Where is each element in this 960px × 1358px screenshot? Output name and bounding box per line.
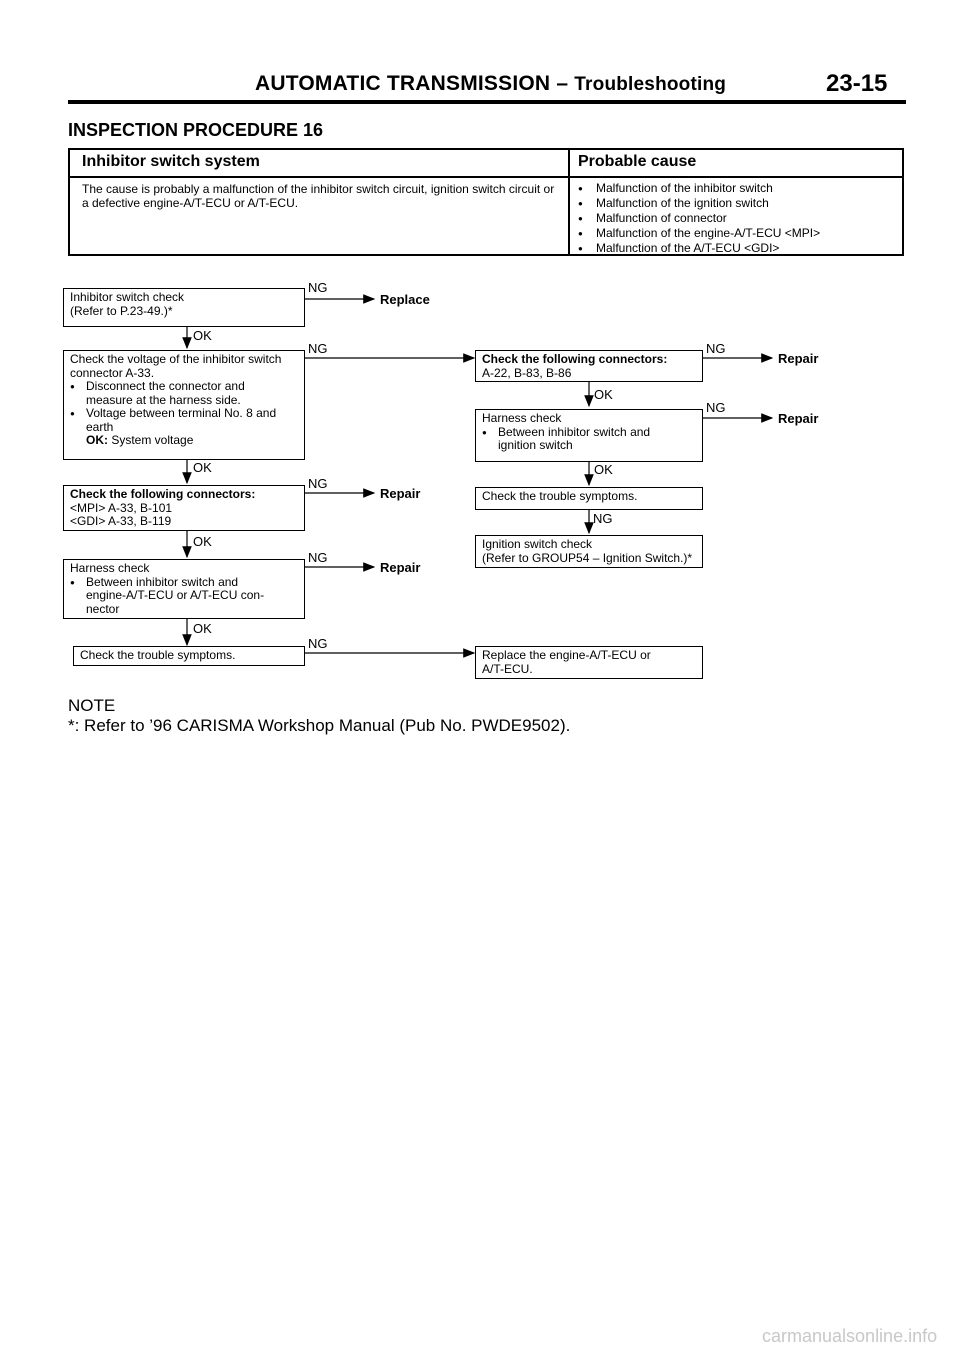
procedure-title: INSPECTION PROCEDURE 16 <box>68 120 324 140</box>
repair-action: Repair <box>778 411 819 426</box>
harness-check-right-box <box>475 409 703 462</box>
repair-action: Repair <box>380 560 421 575</box>
connectors-check-title: Check the following connectors: <box>70 487 256 501</box>
trouble-symptoms-left-box <box>73 646 305 666</box>
cause-item: ● Malfunction of the A/T-ECU <GDI> <box>578 241 820 256</box>
connectors-check-mpi: <MPI> A-33, B-101 <box>70 500 173 515</box>
ng-label: NG <box>308 280 328 295</box>
harness-check-item-cont: engine-A/T-ECU or A/T-ECU con- <box>86 588 265 602</box>
connectors-check-box <box>63 485 305 531</box>
ng-label: NG <box>593 511 613 526</box>
ignition-switch-check-box <box>475 535 703 568</box>
connectors-check-gdi: <GDI> A-33, B-119 <box>70 514 172 528</box>
voltage-check-step-cont: measure at the harness side. <box>86 392 241 407</box>
replace-ecu-box <box>475 646 703 679</box>
ok-label: OK <box>193 534 212 549</box>
replace-ecu-line1: Replace the engine-A/T-ECU or <box>482 648 651 662</box>
probable-cause-heading: Probable cause <box>578 153 697 170</box>
cause-item: ● Malfunction of connector <box>578 211 820 226</box>
trouble-symptoms-right-box <box>475 487 703 510</box>
ng-label: NG <box>706 400 726 415</box>
note-heading: NOTE <box>68 696 116 715</box>
ng-label: NG <box>308 341 328 356</box>
trouble-symptoms-right-text: Check the trouble symptoms. <box>482 489 638 503</box>
trouble-symptoms-left-text: Check the trouble symptoms. <box>80 648 236 662</box>
title-dash: – <box>556 72 569 95</box>
replace-action: Replace <box>380 292 430 307</box>
ok-label: OK <box>594 387 613 402</box>
harness-check-left-box <box>63 559 305 619</box>
ok-criteria-label: OK: <box>86 433 108 447</box>
section-title-main: AUTOMATIC TRANSMISSION <box>255 72 551 95</box>
ng-label: NG <box>308 636 328 651</box>
ng-label: NG <box>308 476 328 491</box>
cause-item: ● Malfunction of the ignition switch <box>578 196 820 211</box>
ng-label: NG <box>308 550 328 565</box>
ok-criteria-value: System voltage <box>111 433 194 447</box>
symptom-heading: Inhibitor switch system <box>82 153 260 170</box>
inhibitor-check-title: Inhibitor switch check <box>70 290 185 304</box>
cause-item: ● Malfunction of the inhibitor switch <box>578 181 820 196</box>
ok-label: OK <box>193 621 212 636</box>
voltage-check-box <box>63 350 305 460</box>
repair-action: Repair <box>778 351 819 366</box>
voltage-check-title: Check the voltage of the inhibitor switch <box>70 352 282 366</box>
harness-check-item-cont: nector <box>86 601 120 616</box>
section-subtitle: Troubleshooting <box>574 74 727 95</box>
repair-action: Repair <box>380 486 421 501</box>
ng-label: NG <box>706 341 726 356</box>
connectors-right-list: A-22, B-83, B-86 <box>482 365 572 380</box>
harness-check-title: Harness check <box>70 561 150 575</box>
voltage-check-step-cont: earth <box>86 419 114 434</box>
ok-label: OK <box>193 460 212 475</box>
replace-ecu-line2: A/T-ECU. <box>482 661 533 676</box>
voltage-check-step: ● Voltage between terminal No. 8 and <box>70 407 298 421</box>
connectors-right-title: Check the following connectors: <box>482 352 668 366</box>
page-number: 23-15 <box>826 70 888 97</box>
note-text: *: Refer to ’96 CARISMA Workshop Manual (Pub No. PWDE9502). <box>68 716 571 735</box>
watermark: carmanualsonline.info <box>762 1326 938 1346</box>
ignition-check-ref: (Refer to GROUP54 – Ignition Switch.)* <box>482 550 693 565</box>
inhibitor-check-ref: (Refer to P.23-49.)* <box>70 303 173 318</box>
harness-check-item: ● Between inhibitor switch and <box>70 576 298 590</box>
ok-label: OK <box>594 462 613 477</box>
symptom-description: The cause is probably a malfunction of the inhibitor switch circuit, ignition switch circuit or a defective engine-A/T-ECU or A/T-ECU. <box>82 182 555 210</box>
connectors-check-right-box <box>475 350 703 382</box>
cause-item: ● Malfunction of the engine-A/T-ECU <MPI> <box>578 226 820 241</box>
voltage-check-ok-criteria <box>70 434 298 448</box>
harness-right-item: ● Between inhibitor switch and <box>482 426 696 440</box>
harness-right-item-cont: ignition switch <box>498 438 573 452</box>
voltage-check-step: ● Disconnect the connector and <box>70 380 298 394</box>
voltage-check-connector: connector A-33. <box>70 365 155 380</box>
ignition-check-title: Ignition switch check <box>482 537 593 551</box>
ok-label: OK <box>193 328 212 343</box>
harness-right-title: Harness check <box>482 411 562 425</box>
inhibitor-switch-check-box <box>63 288 305 327</box>
